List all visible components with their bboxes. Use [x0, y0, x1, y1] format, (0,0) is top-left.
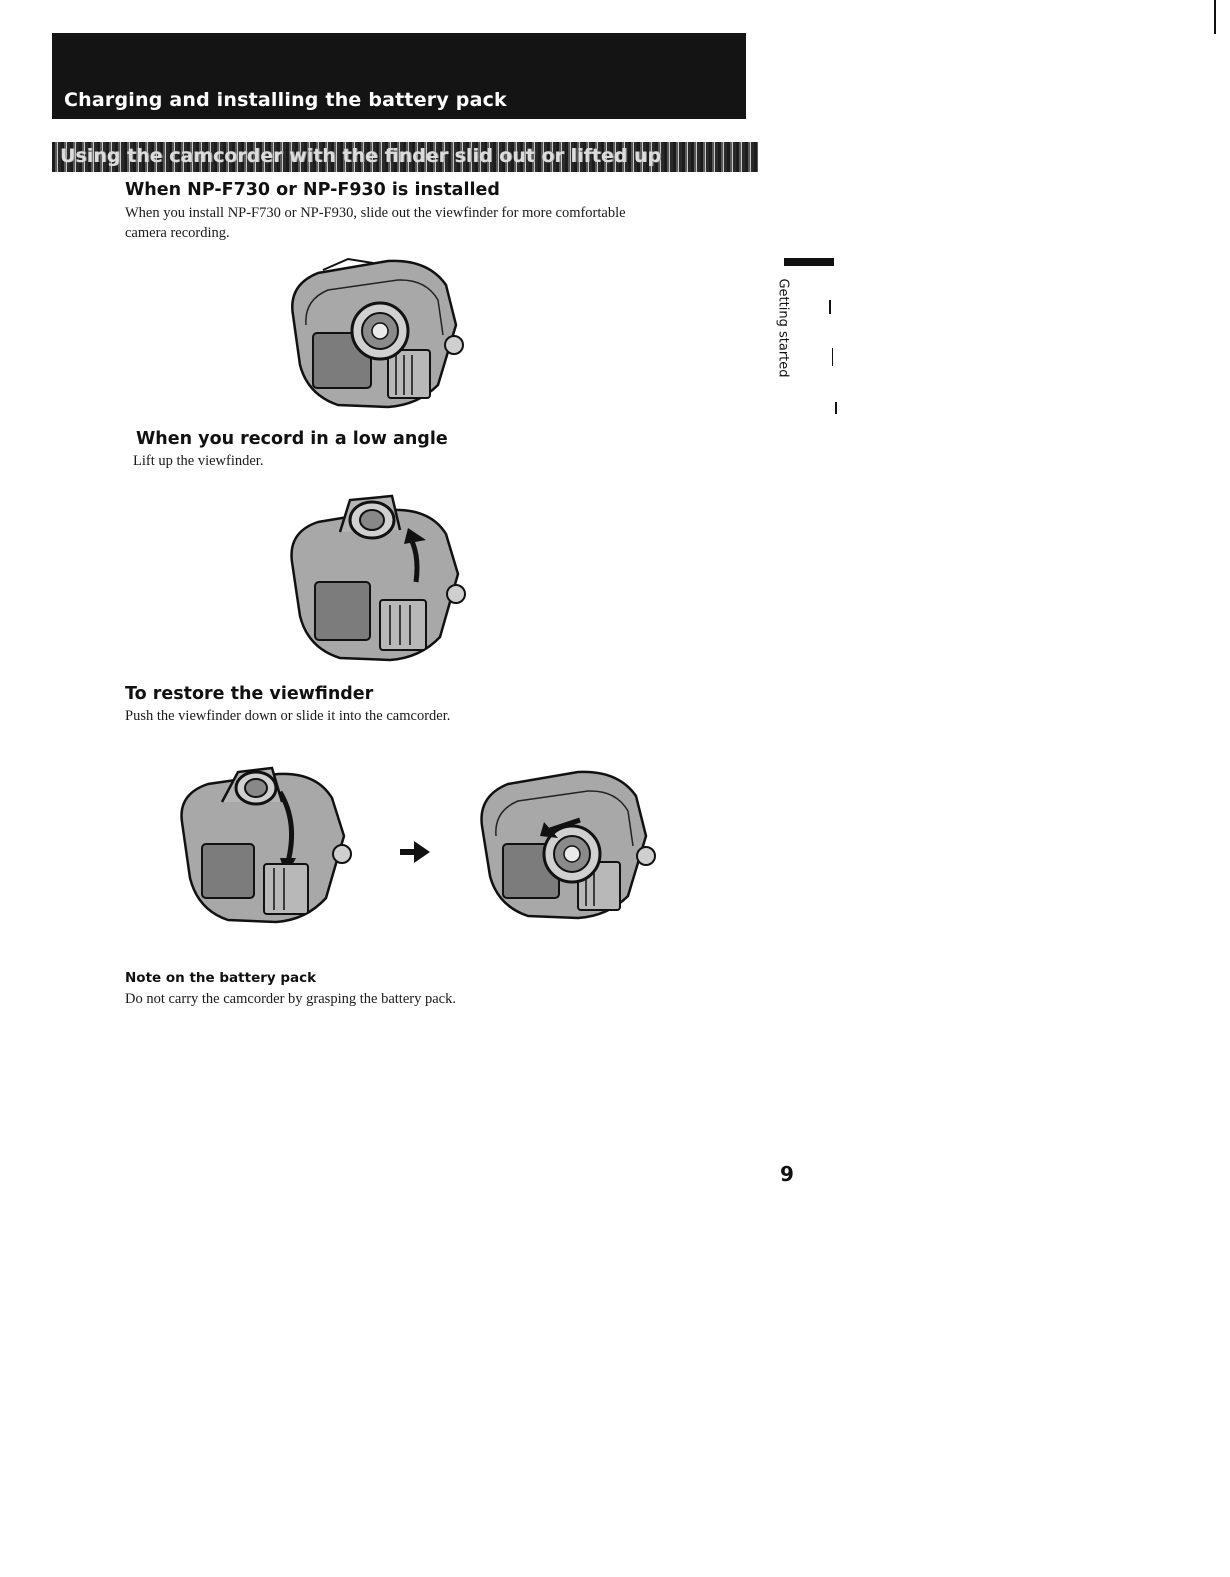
- camcorder-lifted-illustration: [280, 492, 476, 670]
- heading-restore-viewfinder: To restore the viewfinder: [125, 684, 374, 704]
- section-banner: [52, 142, 758, 172]
- camcorder-slid-out-illustration: [278, 255, 474, 415]
- scan-mark: [829, 300, 831, 314]
- right-arrow-icon: [398, 838, 432, 866]
- side-tab-marker: [784, 258, 834, 266]
- page-number: 9: [780, 1162, 794, 1186]
- page-header-title: Charging and installing the battery pack: [64, 89, 507, 111]
- header-bar: [52, 33, 746, 119]
- scan-mark: [835, 402, 837, 414]
- heading-low-angle: When you record in a low angle: [136, 429, 448, 449]
- heading-battery-installed: When NP-F730 or NP-F930 is installed: [125, 180, 500, 200]
- note-text: Do not carry the camcorder by grasping the battery pack.: [125, 991, 456, 1007]
- side-tab-label: Getting started: [775, 278, 791, 378]
- section-title: Using the camcorder with the finder slid out or lifted up: [60, 145, 662, 167]
- note-heading: Note on the battery pack: [125, 970, 317, 986]
- camcorder-slide-in-illustration: [470, 768, 666, 934]
- camcorder-push-down-illustration: [172, 762, 358, 932]
- scan-edge-mark: [1214, 0, 1216, 34]
- text-battery-installed-line2: camera recording.: [125, 225, 230, 241]
- text-battery-installed-line1: When you install NP-F730 or NP-F930, slide out the viewfinder for more comfortable: [125, 205, 626, 221]
- text-restore-viewfinder: Push the viewfinder down or slide it into the camcorder.: [125, 708, 451, 724]
- text-low-angle: Lift up the viewfinder.: [133, 453, 264, 469]
- scan-mark: [832, 348, 833, 366]
